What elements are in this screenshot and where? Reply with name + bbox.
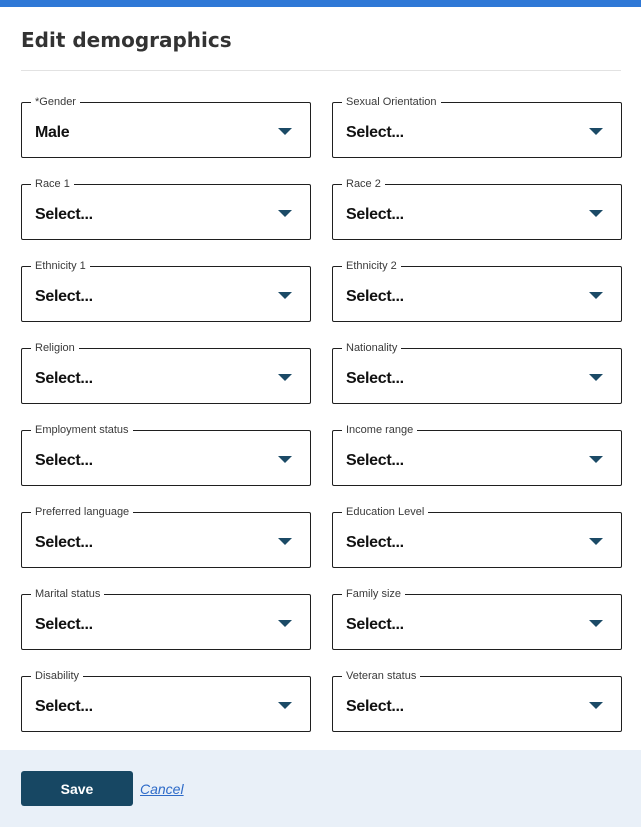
- caret-down-icon: [278, 620, 292, 627]
- ethnicity-2-select[interactable]: [332, 260, 622, 322]
- top-accent-bar: [0, 0, 641, 7]
- field-label: Race 2: [342, 177, 385, 191]
- caret-down-icon: [589, 456, 603, 463]
- page-title: Edit demographics: [21, 28, 232, 52]
- caret-down-icon: [278, 292, 292, 299]
- caret-down-icon: [278, 456, 292, 463]
- caret-down-icon: [278, 374, 292, 381]
- field-value: Select...: [346, 124, 404, 141]
- disability-select[interactable]: [21, 670, 311, 732]
- field-label: Veteran status: [342, 669, 420, 683]
- field-value: Select...: [346, 370, 404, 387]
- field-label: Sexual Orientation: [342, 95, 441, 109]
- field-label: Family size: [342, 587, 405, 601]
- ethnicity-1-select[interactable]: [21, 260, 311, 322]
- gender-select[interactable]: [21, 96, 311, 158]
- field-label: Ethnicity 1: [31, 259, 90, 273]
- field-value: Select...: [35, 452, 93, 469]
- marital-status-select[interactable]: [21, 588, 311, 650]
- caret-down-icon: [278, 538, 292, 545]
- caret-down-icon: [589, 292, 603, 299]
- caret-down-icon: [278, 128, 292, 135]
- nationality-select[interactable]: [332, 342, 622, 404]
- field-value: Select...: [346, 452, 404, 469]
- employment-status-select[interactable]: [21, 424, 311, 486]
- field-label: Employment status: [31, 423, 133, 437]
- dialog-footer: [0, 750, 641, 827]
- race-2-select[interactable]: [332, 178, 622, 240]
- field-label: Preferred language: [31, 505, 133, 519]
- caret-down-icon: [589, 128, 603, 135]
- field-value: Select...: [35, 288, 93, 305]
- caret-down-icon: [589, 210, 603, 217]
- field-value: Select...: [346, 534, 404, 551]
- save-button[interactable]: Save: [21, 771, 133, 806]
- caret-down-icon: [589, 702, 603, 709]
- caret-down-icon: [589, 620, 603, 627]
- family-size-select[interactable]: [332, 588, 622, 650]
- religion-select[interactable]: [21, 342, 311, 404]
- caret-down-icon: [589, 538, 603, 545]
- field-label: Ethnicity 2: [342, 259, 401, 273]
- caret-down-icon: [589, 374, 603, 381]
- veteran-status-select[interactable]: [332, 670, 622, 732]
- sexual-orientation-select[interactable]: [332, 96, 622, 158]
- field-label: Education Level: [342, 505, 428, 519]
- field-label: Disability: [31, 669, 83, 683]
- field-value: Select...: [346, 698, 404, 715]
- field-value: Select...: [346, 616, 404, 633]
- field-value: Select...: [35, 534, 93, 551]
- field-label: Marital status: [31, 587, 104, 601]
- field-value: Male: [35, 124, 70, 141]
- income-range-select[interactable]: [332, 424, 622, 486]
- title-divider: [21, 70, 621, 71]
- preferred-language-select[interactable]: [21, 506, 311, 568]
- field-label: Income range: [342, 423, 417, 437]
- field-value: Select...: [35, 616, 93, 633]
- field-value: Select...: [346, 288, 404, 305]
- education-level-select[interactable]: [332, 506, 622, 568]
- caret-down-icon: [278, 702, 292, 709]
- field-value: Select...: [35, 370, 93, 387]
- field-value: Select...: [35, 206, 93, 223]
- caret-down-icon: [278, 210, 292, 217]
- field-label: Nationality: [342, 341, 401, 355]
- field-label: Religion: [31, 341, 79, 355]
- field-label: Race 1: [31, 177, 74, 191]
- race-1-select[interactable]: [21, 178, 311, 240]
- field-label: *Gender: [31, 95, 80, 109]
- cancel-link[interactable]: Cancel: [140, 781, 184, 797]
- field-value: Select...: [35, 698, 93, 715]
- field-value: Select...: [346, 206, 404, 223]
